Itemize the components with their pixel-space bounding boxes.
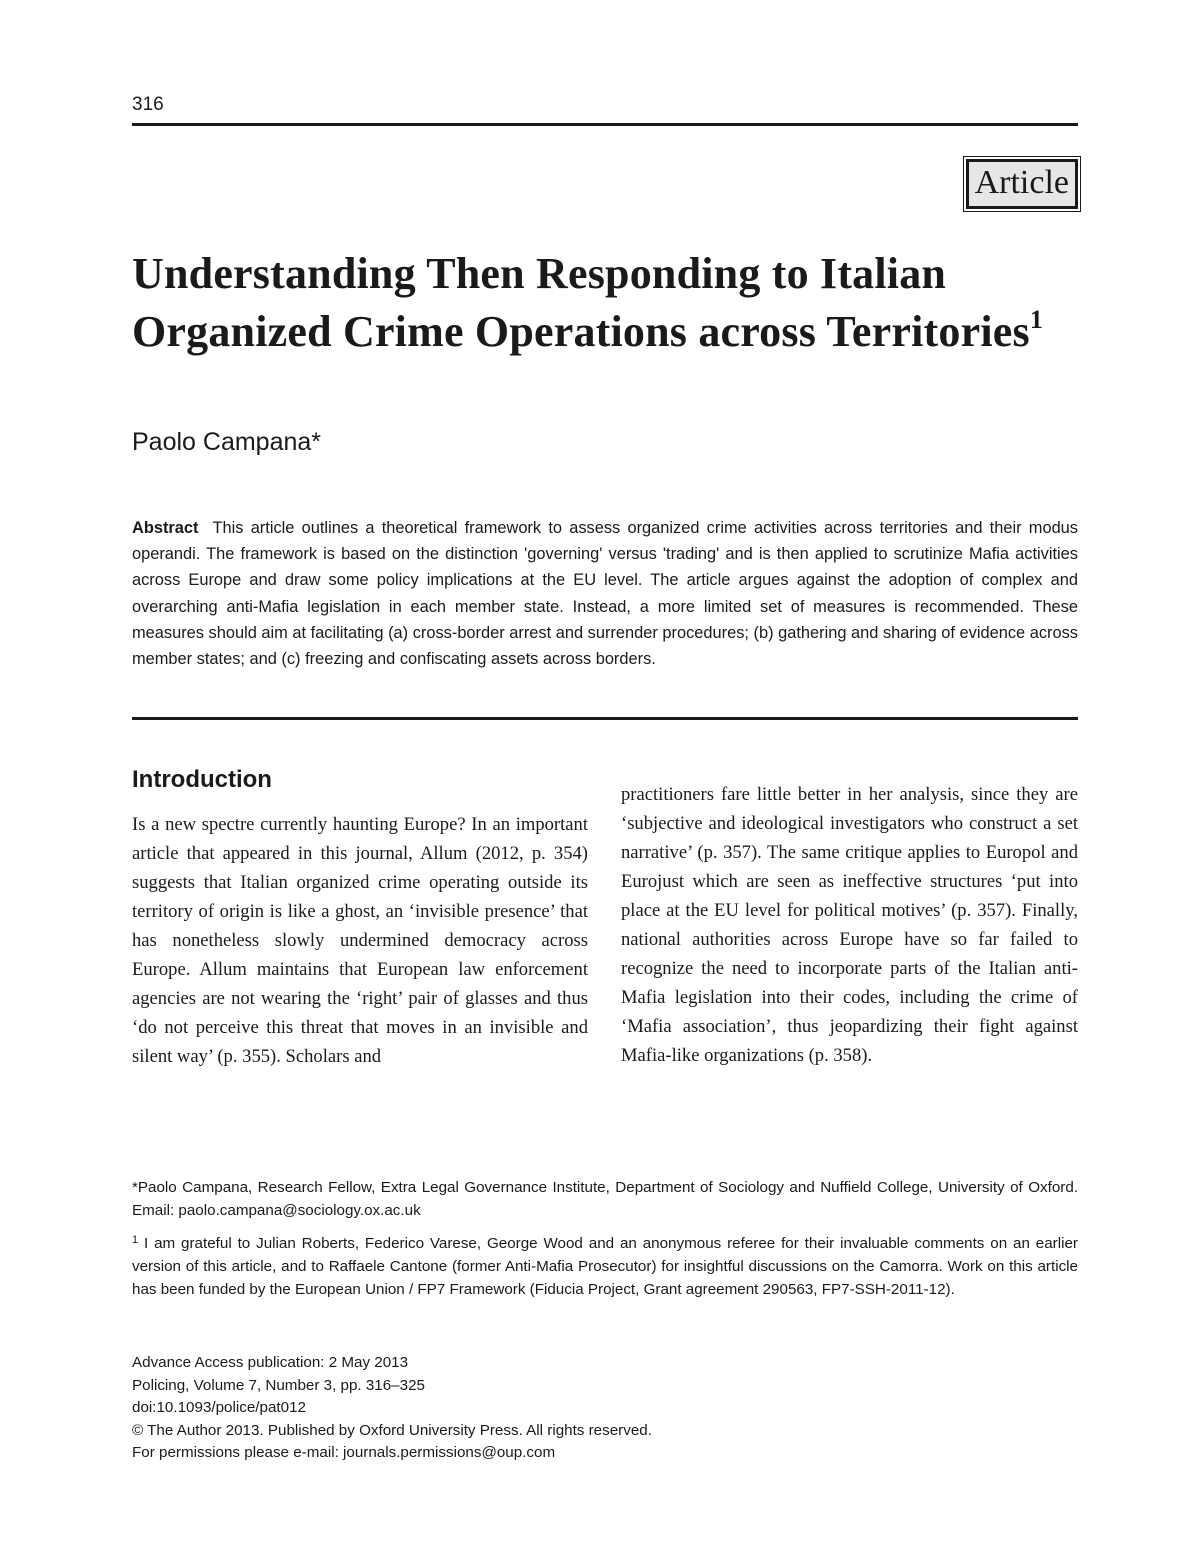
copyright-notice: © The Author 2013. Published by Oxford University Press. All rights reserved. — [132, 1421, 652, 1439]
abstract-label: Abstract — [132, 519, 199, 537]
abstract-text: This article outlines a theoretical framework to assess organized crime activities across territories and their modus operandi. The framework is based on the distinction 'governing' versus 'trading' and is then applied to scrutinize Mafia activities across Europe and draw some policy implications at the EU level. The article argues against the adoption of complex and overarching anti-Mafia legislation in each member state. Instead, a more limited set of measures is recommended. These measures should aim at facilitating (a) cross-border arrest and surrender procedures; (b) gathering and sharing of evidence across member states; and (c) freezing and confiscating assets across borders. — [132, 519, 1078, 669]
body-column-left: Is a new spectre currently haunting Europe? In an important article that appeared in this journal, Allum (2012, p. 354) suggests that Italian organized crime operating outside its territory of origin is like a ghost, an ‘invisible presence’ that has nonetheless slowly undermined democracy across Europe. Allum maintains that European law enforcement agencies are not wearing the ‘right’ pair of glasses and thus ‘do not perceive this threat that moves in an invisible and silent way’ (p. 355). Scholars and — [132, 814, 588, 1067]
publication-info — [132, 1352, 652, 1465]
journal-citation: Policing, Volume 7, Number 3, pp. 316–325 — [132, 1376, 425, 1394]
advance-access-date: Advance Access publication: 2 May 2013 — [132, 1354, 409, 1371]
body-column-right: practitioners fare little better in her analysis, since they are ‘subjective and ideological investigators who construct a set narrative’ (p. 357). The same critique applies to Europol and Eurojust which are seen as ineffective structures ‘put into place at the EU level for political motives’ (p. 357). Finally, national authorities across Europe have so far failed to recognize the need to incorporate parts of the Italian anti-Mafia legislation into their codes, including the crime of ‘Mafia association’, thus jeopardizing their fight against Mafia-like organizations (p. 358). — [621, 784, 1078, 1066]
footnote-1-text: I am grateful to Julian Roberts, Federico Varese, George Wood and an anonymous referee for their invaluable comments on an earlier version of this article, and to Raffaele Cantone (former Anti-Mafia Prosecutor) for insightful discussions on the Camorra. Work on this article has been funded by the European Union / FP7 Framework (Fiducia Project, Grant agreement 290563, FP7-SSH-2011-12). — [132, 1235, 1078, 1298]
footnotes — [132, 1176, 1078, 1311]
doi[interactable]: doi:10.1093/police/pat012 — [132, 1399, 306, 1416]
title-footnote-mark[interactable]: 1 — [1029, 305, 1044, 334]
author-footnote: *Paolo Campana, Research Fellow, Extra Legal Governance Institute, Department of Sociology and Nuffield College, University of Oxford. Email: paolo.campana@sociology.ox.ac.uk — [132, 1179, 1078, 1219]
permissions-email[interactable]: For permissions please e-mail: journals.permissions@oup.com — [132, 1444, 556, 1461]
section-heading-introduction: Introduction — [132, 766, 272, 793]
article-type-badge: Article — [966, 159, 1078, 209]
article-title-text: Understanding Then Responding to Italian Organized Crime Operations across Territories — [132, 249, 1030, 356]
article-title — [132, 245, 1078, 361]
footnote-1-mark: 1 — [132, 1234, 139, 1246]
footnote-1 — [132, 1232, 1078, 1301]
header-rule — [132, 123, 1078, 126]
page-number: 316 — [132, 94, 164, 115]
abstract — [132, 515, 1078, 672]
author-name: Paolo Campana* — [132, 428, 322, 456]
abstract-rule — [132, 717, 1078, 720]
